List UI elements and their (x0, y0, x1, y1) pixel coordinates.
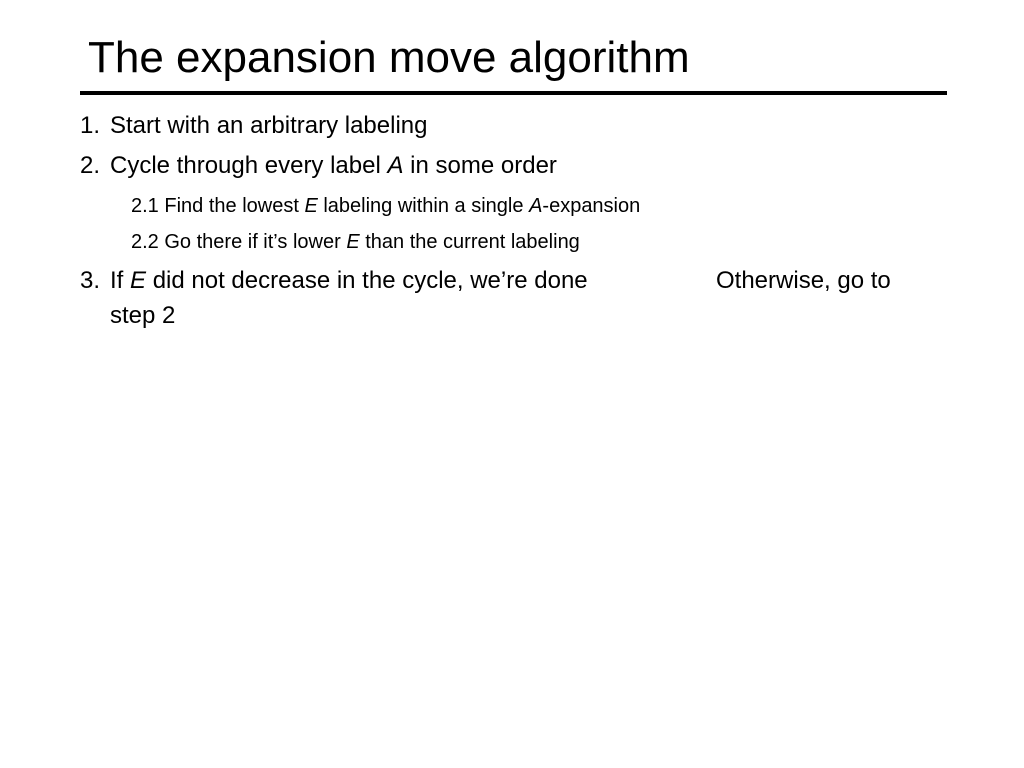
step-3-text-c: Otherwise, go to (716, 267, 891, 294)
step-3-number: 3. (80, 267, 101, 294)
step-3-text-b: did not decrease in the cycle, we’re done (152, 267, 588, 294)
step-1-text: Start with an arbitrary labeling (110, 112, 428, 139)
step-2-1-variable-e: E (304, 195, 318, 217)
step-2-1-text-c: -expansion (542, 195, 641, 217)
step-1 (80, 111, 427, 141)
step-2-2-text-a: Go there if it’s lower (164, 231, 341, 253)
step-2-1-number: 2.1 (131, 195, 159, 217)
step-2-1 (131, 191, 640, 221)
step-2-variable: A (387, 152, 404, 179)
step-3 (80, 266, 588, 296)
step-2-text-a: Cycle through every label (110, 152, 381, 179)
step-2-2-text-b: than the current labeling (365, 231, 580, 253)
step-3-variable: E (130, 267, 147, 294)
step-3-continuation (716, 266, 891, 296)
step-2-2-variable: E (346, 231, 360, 253)
step-2-1-text-b: labeling within a single (323, 195, 524, 217)
step-2-1-text-a: Find the lowest (164, 195, 299, 217)
step-2-1-variable-a: A (529, 195, 543, 217)
step-2-2-number: 2.2 (131, 231, 159, 253)
title-underline (80, 91, 947, 95)
step-3-wrap-line (110, 301, 175, 331)
step-2-2 (131, 227, 580, 257)
step-3-text-d: step 2 (110, 302, 176, 329)
step-2-text-b: in some order (410, 152, 557, 179)
slide-title: The expansion move algorithm (88, 33, 690, 82)
step-1-number: 1. (80, 112, 101, 139)
step-2 (80, 151, 557, 181)
step-2-number: 2. (80, 152, 101, 179)
step-3-text-a: If (110, 267, 124, 294)
